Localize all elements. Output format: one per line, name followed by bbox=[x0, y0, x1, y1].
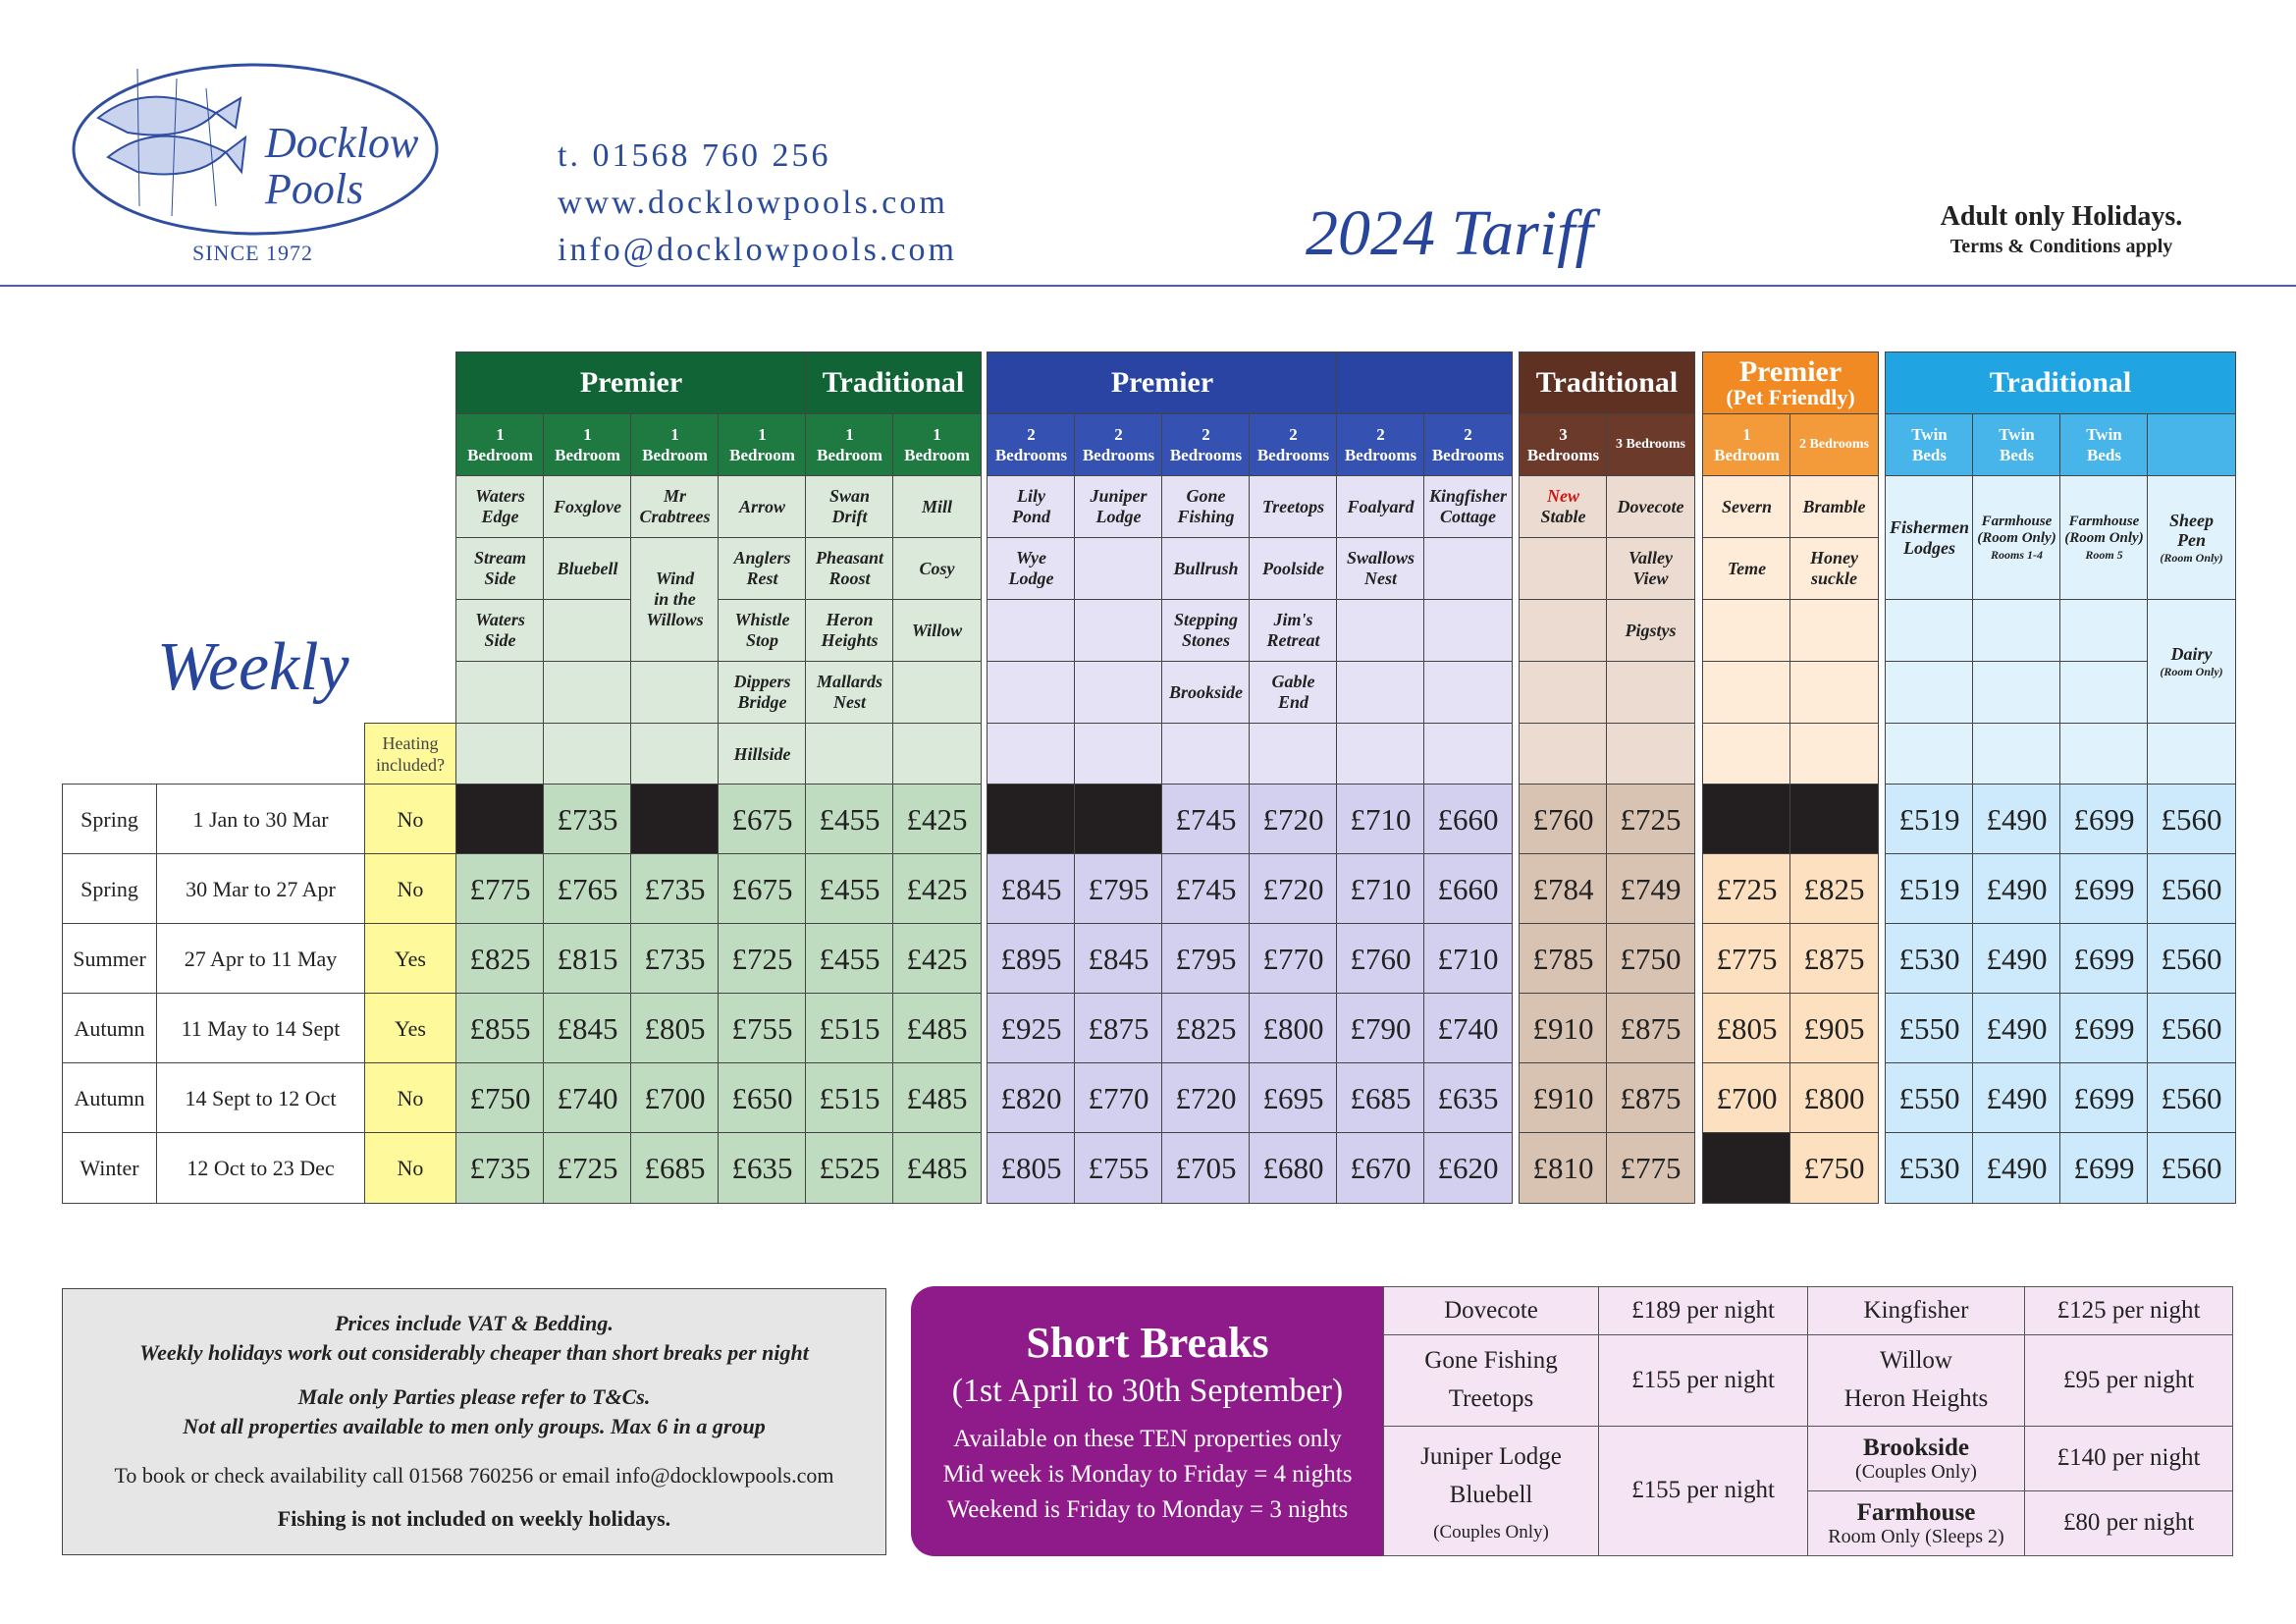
price-cell: £685 bbox=[1336, 1062, 1425, 1134]
property-empty bbox=[1885, 599, 1974, 662]
price-cell: £800 bbox=[1789, 1062, 1879, 1134]
column-type-header: 2 Bedrooms bbox=[1074, 413, 1163, 476]
property-name: Poolside bbox=[1249, 537, 1338, 600]
property-name: Dippers Bridge bbox=[718, 661, 807, 724]
price-cell: £725 bbox=[1702, 853, 1791, 925]
property-name: Valley View bbox=[1606, 537, 1695, 600]
property-empty bbox=[987, 599, 1076, 662]
price-cell: £560 bbox=[2147, 993, 2236, 1064]
date-range-label: 30 Mar to 27 Apr bbox=[156, 853, 365, 925]
price-cell: £490 bbox=[1972, 923, 2061, 995]
price-cell: £560 bbox=[2147, 784, 2236, 855]
terms-text: Terms & Conditions apply bbox=[1949, 236, 2173, 257]
sb-brookside: Brookside (Couples Only) bbox=[1807, 1426, 2025, 1491]
column-type-header: Twin Beds bbox=[1885, 413, 1974, 476]
price-cell: £875 bbox=[1606, 993, 1695, 1064]
price-cell: £660 bbox=[1423, 853, 1513, 925]
property-name: Swan Drift bbox=[805, 475, 894, 538]
price-cell: £560 bbox=[2147, 1132, 2236, 1204]
column-type-header: 2 Bedrooms bbox=[1249, 413, 1338, 476]
sb-gone-fishing-treetops: Gone Fishing Treetops bbox=[1383, 1334, 1599, 1427]
property-empty bbox=[2059, 661, 2149, 724]
price-cell: £660 bbox=[1423, 784, 1513, 855]
column-type-header: 1 Bedroom bbox=[455, 413, 545, 476]
price-cell: £725 bbox=[1606, 784, 1695, 855]
price-cell: £455 bbox=[805, 923, 894, 995]
column-type-header: 3 Bedrooms bbox=[1519, 413, 1608, 476]
property-empty bbox=[1702, 661, 1791, 724]
price-cell: £805 bbox=[987, 1132, 1076, 1204]
price-cell: £745 bbox=[1161, 853, 1251, 925]
price-cell: £750 bbox=[455, 1062, 545, 1134]
note-cheaper: Weekly holidays work out considerably cheaper than short breaks per night bbox=[139, 1340, 809, 1365]
price-cell: £425 bbox=[892, 784, 982, 855]
property-empty bbox=[455, 723, 545, 785]
price-cell: £875 bbox=[1074, 993, 1163, 1064]
price-cell: £820 bbox=[987, 1062, 1076, 1134]
price-cell: £490 bbox=[1972, 1132, 2061, 1204]
unavailable-cell bbox=[1702, 1132, 1791, 1204]
property-empty bbox=[1789, 661, 1879, 724]
price-cell: £790 bbox=[1336, 993, 1425, 1064]
property-name: Teme bbox=[1702, 537, 1791, 600]
property-empty bbox=[630, 661, 720, 724]
price-cell: £530 bbox=[1885, 1132, 1974, 1204]
heating-label: Heating included? bbox=[364, 723, 456, 785]
sb-farmhouse: Farmhouse Room Only (Sleeps 2) bbox=[1807, 1490, 2025, 1556]
column-type-header: 2 Bedrooms bbox=[1161, 413, 1251, 476]
heating-value: No bbox=[364, 784, 456, 855]
unavailable-cell bbox=[455, 784, 545, 855]
short-breaks-line-2: Mid week is Monday to Friday = 4 nights bbox=[942, 1461, 1353, 1488]
price-cell: £699 bbox=[2059, 923, 2149, 995]
property-empty bbox=[1336, 661, 1425, 724]
season-label: Spring bbox=[62, 853, 157, 925]
property-empty bbox=[1972, 723, 2061, 785]
property-name: Heron Heights bbox=[805, 599, 894, 662]
property-name: Gone Fishing bbox=[1161, 475, 1251, 538]
property-empty bbox=[1423, 599, 1513, 662]
season-label: Winter bbox=[62, 1132, 157, 1204]
property-empty bbox=[2147, 723, 2236, 785]
property-name: Brookside bbox=[1161, 661, 1251, 724]
short-breaks-title: Short Breaks bbox=[1026, 1319, 1269, 1367]
date-range-label: 11 May to 14 Sept bbox=[156, 993, 365, 1064]
price-cell: £525 bbox=[805, 1132, 894, 1204]
property-name: Sheep Pen (Room Only) bbox=[2147, 475, 2236, 600]
column-type-header: Twin Beds bbox=[2059, 413, 2149, 476]
unavailable-cell bbox=[987, 784, 1076, 855]
price-cell: £530 bbox=[1885, 923, 1974, 995]
property-empty bbox=[892, 723, 982, 785]
price-cell: £675 bbox=[718, 853, 807, 925]
property-empty bbox=[2059, 599, 2149, 662]
price-cell: £699 bbox=[2059, 1062, 2149, 1134]
property-empty bbox=[1249, 723, 1338, 785]
property-empty bbox=[1074, 537, 1163, 600]
adult-only-text: Adult only Holidays. bbox=[1940, 201, 2183, 232]
price-cell: £515 bbox=[805, 993, 894, 1064]
price-cell: £620 bbox=[1423, 1132, 1513, 1204]
heating-value: No bbox=[364, 1062, 456, 1134]
price-cell: £825 bbox=[1161, 993, 1251, 1064]
price-cell: £800 bbox=[1249, 993, 1338, 1064]
price-cell: £425 bbox=[892, 923, 982, 995]
property-empty bbox=[892, 661, 982, 724]
contact-website[interactable]: www.docklowpools.com bbox=[558, 185, 948, 221]
property-empty bbox=[1074, 599, 1163, 662]
short-breaks-line-1: Available on these TEN properties only bbox=[953, 1426, 1342, 1452]
season-label: Spring bbox=[62, 784, 157, 855]
property-name: Hillside bbox=[718, 723, 807, 785]
price-cell: £485 bbox=[892, 1132, 982, 1204]
property-empty bbox=[1423, 537, 1513, 600]
price-cell: £855 bbox=[455, 993, 545, 1064]
property-empty bbox=[1606, 723, 1695, 785]
logo-text-2: Pools bbox=[265, 165, 364, 213]
price-cell: £560 bbox=[2147, 853, 2236, 925]
price-cell: £775 bbox=[455, 853, 545, 925]
price-cell: £784 bbox=[1519, 853, 1608, 925]
price-cell: £845 bbox=[987, 853, 1076, 925]
price-cell: £705 bbox=[1161, 1132, 1251, 1204]
property-name: Stream Side bbox=[455, 537, 545, 600]
price-cell: £825 bbox=[1789, 853, 1879, 925]
price-cell: £560 bbox=[2147, 1062, 2236, 1134]
column-type-header: 2 Bedrooms bbox=[1789, 413, 1879, 476]
short-breaks-subtitle: (1st April to 30th September) bbox=[951, 1373, 1344, 1409]
property-name: Arrow bbox=[718, 475, 807, 538]
column-type-header: 2 Bedrooms bbox=[1336, 413, 1425, 476]
price-cell: £815 bbox=[543, 923, 632, 995]
price-cell: £760 bbox=[1336, 923, 1425, 995]
property-name: Waters Side bbox=[455, 599, 545, 662]
property-name: Pheasant Roost bbox=[805, 537, 894, 600]
property-name: Dairy (Room Only) bbox=[2147, 599, 2236, 724]
price-cell: £455 bbox=[805, 784, 894, 855]
sb-juniper-bluebell: Juniper Lodge Bluebell (Couples Only) bbox=[1383, 1426, 1599, 1556]
notes-box bbox=[62, 1288, 886, 1555]
sb-kingfisher-price: £125 per night bbox=[2024, 1286, 2233, 1335]
property-name: Anglers Rest bbox=[718, 537, 807, 600]
price-cell: £760 bbox=[1519, 784, 1608, 855]
property-name: Cosy bbox=[892, 537, 982, 600]
property-empty bbox=[1074, 723, 1163, 785]
property-empty bbox=[1885, 661, 1974, 724]
logo-since: SINCE 1972 bbox=[192, 241, 314, 265]
price-cell: £755 bbox=[1074, 1132, 1163, 1204]
price-cell: £675 bbox=[718, 784, 807, 855]
price-cell: £845 bbox=[1074, 923, 1163, 995]
property-name: Treetops bbox=[1249, 475, 1338, 538]
property-name: Foalyard bbox=[1336, 475, 1425, 538]
heating-value: No bbox=[364, 853, 456, 925]
price-cell: £749 bbox=[1606, 853, 1695, 925]
property-empty bbox=[805, 723, 894, 785]
note-vat: Prices include VAT & Bedding. bbox=[335, 1311, 614, 1335]
property-empty bbox=[1702, 723, 1791, 785]
property-name: Wind in the Willows bbox=[630, 537, 720, 662]
price-cell: £750 bbox=[1789, 1132, 1879, 1204]
price-cell: £490 bbox=[1972, 1062, 2061, 1134]
property-name: Pigstys bbox=[1606, 599, 1695, 662]
property-empty bbox=[1972, 661, 2061, 724]
price-cell: £490 bbox=[1972, 784, 2061, 855]
price-cell: £485 bbox=[892, 1062, 982, 1134]
price-cell: £775 bbox=[1702, 923, 1791, 995]
column-type-header: 1 Bedroom bbox=[718, 413, 807, 476]
note-male: Male only Parties please refer to T&Cs. bbox=[297, 1384, 651, 1409]
property-name: Fishermen Lodges bbox=[1885, 475, 1974, 600]
price-cell: £515 bbox=[805, 1062, 894, 1134]
property-name: Gable End bbox=[1249, 661, 1338, 724]
price-cell: £910 bbox=[1519, 1062, 1608, 1134]
property-empty bbox=[543, 723, 632, 785]
date-range-label: 12 Oct to 23 Dec bbox=[156, 1132, 365, 1204]
property-name: Wye Lodge bbox=[987, 537, 1076, 600]
price-cell: £670 bbox=[1336, 1132, 1425, 1204]
price-cell: £910 bbox=[1519, 993, 1608, 1064]
price-cell: £550 bbox=[1885, 993, 1974, 1064]
contact-email[interactable]: info@docklowpools.com bbox=[558, 232, 957, 268]
property-empty bbox=[1336, 599, 1425, 662]
sb-brookside-price: £140 per night bbox=[2024, 1426, 2233, 1491]
price-cell: £765 bbox=[543, 853, 632, 925]
price-cell: £720 bbox=[1161, 1062, 1251, 1134]
property-empty bbox=[987, 661, 1076, 724]
property-name: Honey suckle bbox=[1789, 537, 1879, 600]
group-header: Traditional bbox=[805, 352, 982, 414]
price-cell: £805 bbox=[630, 993, 720, 1064]
price-cell: £795 bbox=[1074, 853, 1163, 925]
note-groups: Not all properties available to men only groups. Max 6 in a group bbox=[183, 1414, 766, 1438]
sb-dovecote-price: £189 per night bbox=[1598, 1286, 1808, 1335]
price-cell: £845 bbox=[543, 993, 632, 1064]
group-header: Traditional bbox=[1885, 352, 2236, 414]
price-cell: £699 bbox=[2059, 784, 2149, 855]
price-cell: £875 bbox=[1789, 923, 1879, 995]
property-empty bbox=[543, 661, 632, 724]
property-name: Mr Crabtrees bbox=[630, 475, 720, 538]
column-type-header: 1 Bedroom bbox=[1702, 413, 1791, 476]
property-empty bbox=[1885, 723, 1974, 785]
price-cell: £685 bbox=[630, 1132, 720, 1204]
price-cell: £700 bbox=[630, 1062, 720, 1134]
short-breaks-panel bbox=[911, 1286, 1384, 1556]
logo-text-1: Docklow bbox=[265, 119, 419, 167]
price-cell: £695 bbox=[1249, 1062, 1338, 1134]
unavailable-cell bbox=[1074, 784, 1163, 855]
price-cell: £490 bbox=[1972, 853, 2061, 925]
property-empty bbox=[1972, 599, 2061, 662]
price-cell: £710 bbox=[1336, 853, 1425, 925]
property-name: Mill bbox=[892, 475, 982, 538]
price-cell: £710 bbox=[1423, 923, 1513, 995]
price-cell: £519 bbox=[1885, 853, 1974, 925]
contact-phone: t. 01568 760 256 bbox=[558, 137, 831, 174]
property-name: Severn bbox=[1702, 475, 1791, 538]
unavailable-cell bbox=[630, 784, 720, 855]
price-cell: £750 bbox=[1606, 923, 1695, 995]
price-cell: £775 bbox=[1606, 1132, 1695, 1204]
price-cell: £755 bbox=[718, 993, 807, 1064]
price-cell: £735 bbox=[630, 923, 720, 995]
property-empty bbox=[630, 723, 720, 785]
unavailable-cell bbox=[1789, 784, 1879, 855]
price-cell: £810 bbox=[1519, 1132, 1608, 1204]
price-cell: £740 bbox=[1423, 993, 1513, 1064]
price-cell: £635 bbox=[718, 1132, 807, 1204]
note-booking: To book or check availability call 01568 760256 or email info@docklowpools.com bbox=[114, 1463, 834, 1488]
price-cell: £710 bbox=[1336, 784, 1425, 855]
column-type-header: 1 Bedroom bbox=[630, 413, 720, 476]
price-cell: £699 bbox=[2059, 853, 2149, 925]
sb-gone-fishing-price: £155 per night bbox=[1598, 1334, 1808, 1427]
price-cell: £770 bbox=[1249, 923, 1338, 995]
price-cell: £735 bbox=[543, 784, 632, 855]
property-empty bbox=[1606, 661, 1695, 724]
price-cell: £875 bbox=[1606, 1062, 1695, 1134]
page-title: 2024 Tariff bbox=[1306, 197, 1593, 269]
price-cell: £455 bbox=[805, 853, 894, 925]
property-empty bbox=[2059, 723, 2149, 785]
column-type-header: Twin Beds bbox=[1972, 413, 2061, 476]
property-name: Juniper Lodge bbox=[1074, 475, 1163, 538]
property-name: Dovecote bbox=[1606, 475, 1695, 538]
property-name: Mallards Nest bbox=[805, 661, 894, 724]
property-empty bbox=[1423, 723, 1513, 785]
weekly-heading: Weekly bbox=[157, 629, 349, 705]
column-type-header: 1 Bedroom bbox=[543, 413, 632, 476]
property-empty bbox=[543, 599, 632, 662]
property-empty bbox=[987, 723, 1076, 785]
property-name: Bramble bbox=[1789, 475, 1879, 538]
property-empty bbox=[1519, 661, 1608, 724]
property-empty bbox=[1519, 599, 1608, 662]
price-cell: £425 bbox=[892, 853, 982, 925]
property-name: Waters Edge bbox=[455, 475, 545, 538]
group-header bbox=[1336, 352, 1513, 414]
price-cell: £770 bbox=[1074, 1062, 1163, 1134]
price-cell: £720 bbox=[1249, 853, 1338, 925]
group-header: Premier bbox=[455, 352, 807, 414]
short-breaks-line-3: Weekend is Friday to Monday = 3 nights bbox=[946, 1496, 1349, 1523]
sb-kingfisher: Kingfisher bbox=[1807, 1286, 2025, 1335]
property-empty bbox=[1702, 599, 1791, 662]
property-empty bbox=[1336, 723, 1425, 785]
property-empty bbox=[1074, 661, 1163, 724]
price-cell: £805 bbox=[1702, 993, 1791, 1064]
column-type-header: 3 Bedrooms bbox=[1606, 413, 1695, 476]
sb-farmhouse-price: £80 per night bbox=[2024, 1490, 2233, 1556]
property-name: Jim's Retreat bbox=[1249, 599, 1338, 662]
price-cell: £485 bbox=[892, 993, 982, 1064]
column-type-header bbox=[2147, 413, 2236, 476]
price-cell: £550 bbox=[1885, 1062, 1974, 1134]
property-empty bbox=[1161, 723, 1251, 785]
property-name: Whistle Stop bbox=[718, 599, 807, 662]
sb-willow-heron: Willow Heron Heights bbox=[1807, 1334, 2025, 1427]
price-cell: £725 bbox=[543, 1132, 632, 1204]
price-cell: £650 bbox=[718, 1062, 807, 1134]
property-name: Kingfisher Cottage bbox=[1423, 475, 1513, 538]
property-name: Farmhouse (Room Only) Rooms 1-4 bbox=[1972, 475, 2061, 600]
column-type-header: 2 Bedrooms bbox=[987, 413, 1076, 476]
column-type-header: 1 Bedroom bbox=[892, 413, 982, 476]
heating-value: Yes bbox=[364, 923, 456, 995]
note-fishing: Fishing is not included on weekly holidays. bbox=[277, 1506, 671, 1531]
property-name: Willow bbox=[892, 599, 982, 662]
sb-willow-price: £95 per night bbox=[2024, 1334, 2233, 1427]
price-cell: £700 bbox=[1702, 1062, 1791, 1134]
price-cell: £680 bbox=[1249, 1132, 1338, 1204]
property-empty bbox=[1519, 537, 1608, 600]
price-cell: £560 bbox=[2147, 923, 2236, 995]
column-type-header: 1 Bedroom bbox=[805, 413, 894, 476]
group-header: Premier (Pet Friendly) bbox=[1702, 352, 1879, 414]
property-empty bbox=[1519, 723, 1608, 785]
price-cell: £735 bbox=[630, 853, 720, 925]
price-cell: £795 bbox=[1161, 923, 1251, 995]
date-range-label: 14 Sept to 12 Oct bbox=[156, 1062, 365, 1134]
price-cell: £745 bbox=[1161, 784, 1251, 855]
group-header: Premier bbox=[987, 352, 1338, 414]
date-range-label: 1 Jan to 30 Mar bbox=[156, 784, 365, 855]
property-empty bbox=[455, 661, 545, 724]
price-cell: £735 bbox=[455, 1132, 545, 1204]
property-empty bbox=[1423, 661, 1513, 724]
price-cell: £895 bbox=[987, 923, 1076, 995]
price-cell: £699 bbox=[2059, 993, 2149, 1064]
property-name: Bullrush bbox=[1161, 537, 1251, 600]
price-cell: £699 bbox=[2059, 1132, 2149, 1204]
property-empty bbox=[1789, 723, 1879, 785]
season-label: Autumn bbox=[62, 993, 157, 1064]
price-cell: £725 bbox=[718, 923, 807, 995]
heating-value: No bbox=[364, 1132, 456, 1204]
property-empty bbox=[1789, 599, 1879, 662]
property-name: Swallows Nest bbox=[1336, 537, 1425, 600]
column-type-header: 2 Bedrooms bbox=[1423, 413, 1513, 476]
price-cell: £925 bbox=[987, 993, 1076, 1064]
property-name: Stepping Stones bbox=[1161, 599, 1251, 662]
price-cell: £785 bbox=[1519, 923, 1608, 995]
price-cell: £519 bbox=[1885, 784, 1974, 855]
season-label: Summer bbox=[62, 923, 157, 995]
property-name: Bluebell bbox=[543, 537, 632, 600]
property-name: New Stable bbox=[1519, 475, 1608, 538]
property-name: Foxglove bbox=[543, 475, 632, 538]
price-cell: £825 bbox=[455, 923, 545, 995]
property-name: Lily Pond bbox=[987, 475, 1076, 538]
season-label: Autumn bbox=[62, 1062, 157, 1134]
property-name: Farmhouse (Room Only) Room 5 bbox=[2059, 475, 2149, 600]
date-range-label: 27 Apr to 11 May bbox=[156, 923, 365, 995]
price-cell: £490 bbox=[1972, 993, 2061, 1064]
sb-juniper-price: £155 per night bbox=[1598, 1426, 1808, 1556]
price-cell: £740 bbox=[543, 1062, 632, 1134]
price-cell: £720 bbox=[1249, 784, 1338, 855]
price-cell: £905 bbox=[1789, 993, 1879, 1064]
sb-dovecote: Dovecote bbox=[1383, 1286, 1599, 1335]
unavailable-cell bbox=[1702, 784, 1791, 855]
group-header: Traditional bbox=[1519, 352, 1695, 414]
price-cell: £635 bbox=[1423, 1062, 1513, 1134]
heating-value: Yes bbox=[364, 993, 456, 1064]
